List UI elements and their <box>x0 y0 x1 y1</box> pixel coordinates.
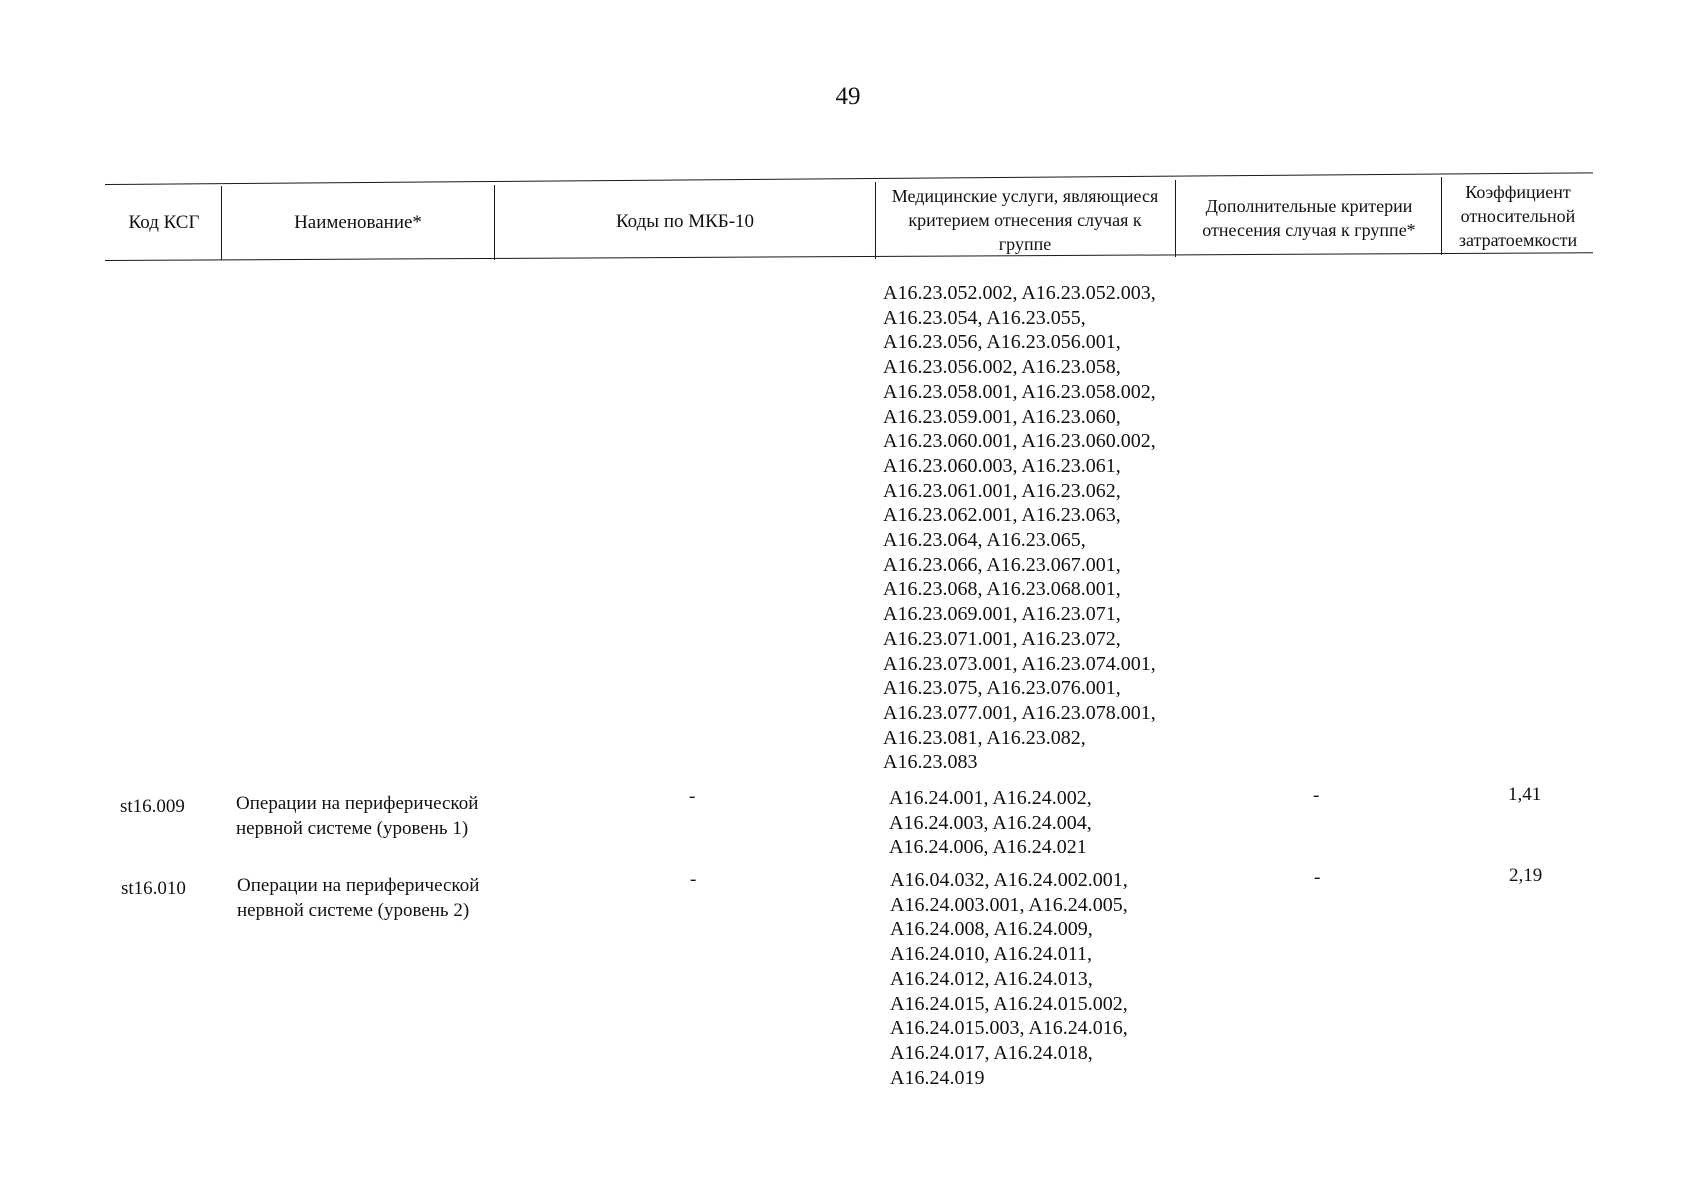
header-cell-medical-services: Медицинские услуги, являющиеся критерием отнесения случая к группе <box>891 186 1159 254</box>
page-number: 49 <box>835 83 861 110</box>
row-mkb-codes: - <box>690 869 697 890</box>
row-coefficient: 2,19 <box>1509 865 1543 886</box>
row-services-list: A16.24.001, A16.24.002, A16.24.003, A16.24.004, A16.24.006, A16.24.021 <box>889 787 1092 859</box>
row-name: Операции на периферической нервной системе (уровень 1) <box>236 793 479 839</box>
row-extra-criteria: - <box>1314 867 1321 888</box>
header-cell-ksg-code: Код КСГ <box>128 212 200 233</box>
row-extra-criteria: - <box>1313 785 1320 806</box>
column-divider <box>1175 180 1176 257</box>
header-cell-mkb-codes: Коды по МКБ-10 <box>615 211 755 232</box>
header-cell-extra-criteria: Дополнительные критерии отнесения случая к группе* <box>1202 196 1416 240</box>
header-cell-name: Наименование* <box>294 212 422 233</box>
header-cell-coefficient: Коэффициент относительной затратоемкости <box>1458 182 1578 250</box>
row-mkb-codes: - <box>689 786 696 807</box>
continuation-services-list: A16.23.052.002, A16.23.052.003, A16.23.054, A16.23.055, A16.23.056, A16.23.056.001, A16.23.056.002, A16.23.058, A16.23.058.001, A16.23.058.002, A16.23.059.001, A16.23.060, A16.23.060.001, A16.23.060.002, A16.23.060.003, A16.23.061, A16.23.061.001, A16.23.062, A16.23.062.001, A16.23.063, A16.23.064, A16.23.065, A16.23.066, A16.23.067.001, A16.23.068, A16.23.068.001, A16.23.069.001, A16.23.071, A16.23.071.001, A16.23.072, A16.23.073.001, A16.23.074.001, A16.23.075, A16.23.076.001, A16.23.077.001, A16.23.078.001, A16.23.081, A16.23.082, A16.23.083 <box>883 282 1156 774</box>
column-divider <box>1441 177 1442 255</box>
row-name: Операции на периферической нервной системе (уровень 2) <box>237 875 480 921</box>
column-divider <box>875 182 876 259</box>
row-coefficient: 1,41 <box>1508 784 1542 805</box>
row-ksg-code: st16.009 <box>120 796 185 817</box>
row-services-list: A16.04.032, A16.24.002.001, A16.24.003.001, A16.24.005, A16.24.008, A16.24.009, A16.24.010, A16.24.011, A16.24.012, A16.24.013, A16.24.015, A16.24.015.002, A16.24.015.003, A16.24.016, A16.24.017, A16.24.018, A16.24.019 <box>890 869 1128 1089</box>
row-ksg-code: st16.010 <box>121 878 186 899</box>
